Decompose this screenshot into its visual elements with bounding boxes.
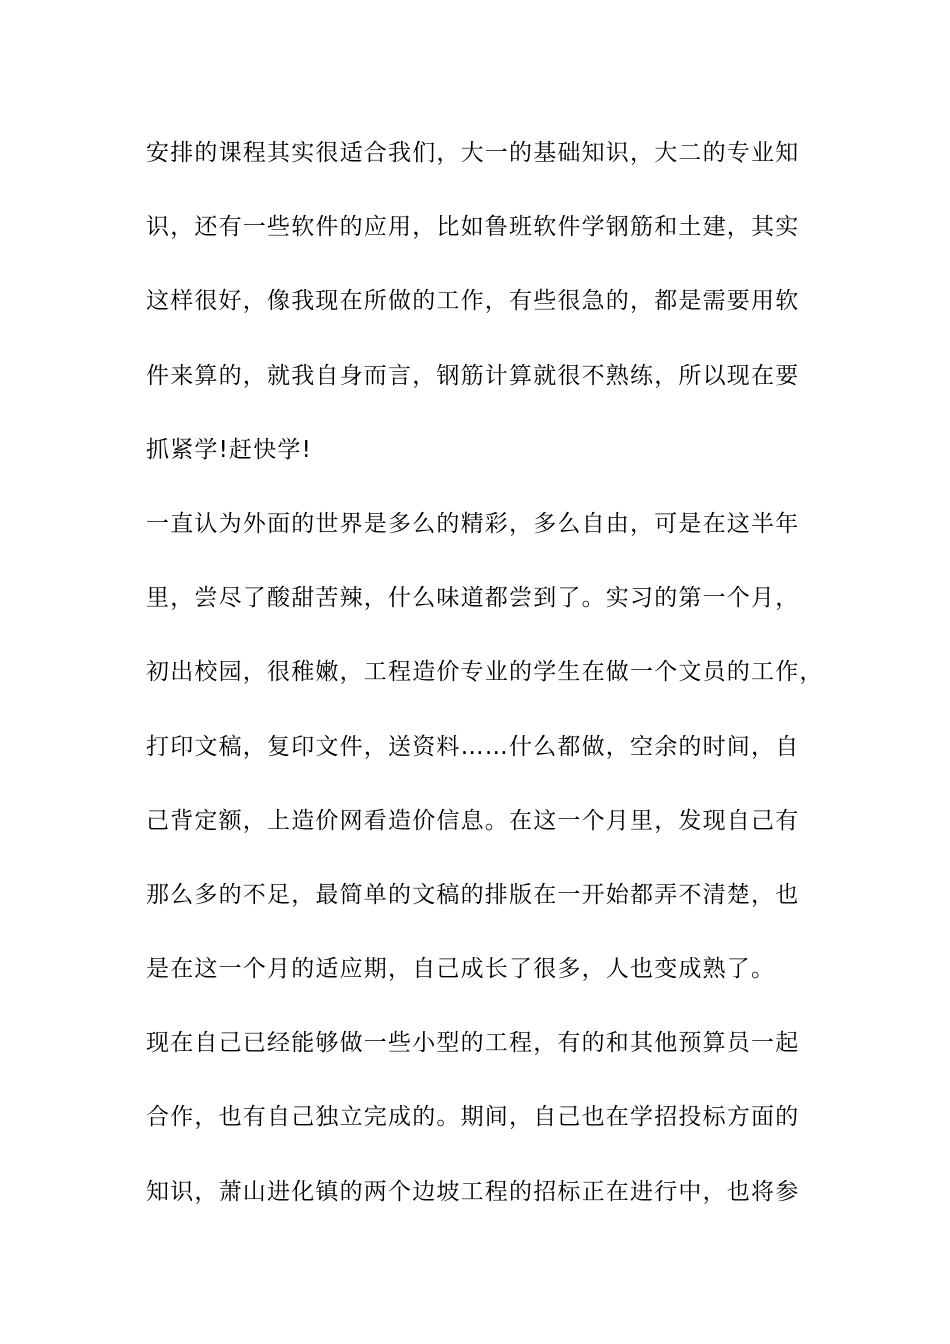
text-line-5: 抓紧学!赶快学! [146, 436, 313, 463]
text-line-14: 合作，也有自己独立完成的。期间，自己也在学招投标方面的 [146, 1104, 800, 1131]
text-line-4: 件来算的，就我自身而言，钢筋计算就很不熟练，所以现在要 [146, 362, 800, 389]
text-line-10: 己背定额，上造价网看造价信息。在这一个月里，发现自己有 [146, 807, 800, 834]
text-line-9: 打印文稿，复印文件，送资料……什么都做，空余的时间，自 [146, 733, 800, 760]
text-line-1: 安排的课程其实很适合我们，大一的基础知识，大二的专业知 [146, 140, 800, 166]
text-line-12: 是在这一个月的适应期，自己成长了很多，人也变成熟了。 [146, 956, 776, 983]
body-text [146, 122, 826, 1235]
text-line-8: 初出校园，很稚嫩，工程造价专业的学生在做一个文员的工作， [146, 659, 824, 686]
text-line-6: 一直认为外面的世界是多么的精彩，多么自由，可是在这半年 [146, 510, 800, 537]
text-line-15: 知识，萧山进化镇的两个边坡工程的招标正在进行中，也将参 [146, 1178, 800, 1205]
text-line-2: 识，还有一些软件的应用，比如鲁班软件学钢筋和土建，其实 [146, 214, 800, 241]
text-line-11: 那么多的不足，最简单的文稿的排版在一开始都弄不清楚，也 [146, 881, 800, 908]
text-line-13: 现在自己已经能够做一些小型的工程，有的和其他预算员一起 [146, 1030, 800, 1057]
text-line-7: 里，尝尽了酸甜苦辣，什么味道都尝到了。实习的第一个月， [146, 585, 800, 612]
text-line-3: 这样很好，像我现在所做的工作，有些很急的，都是需要用软 [146, 288, 800, 315]
